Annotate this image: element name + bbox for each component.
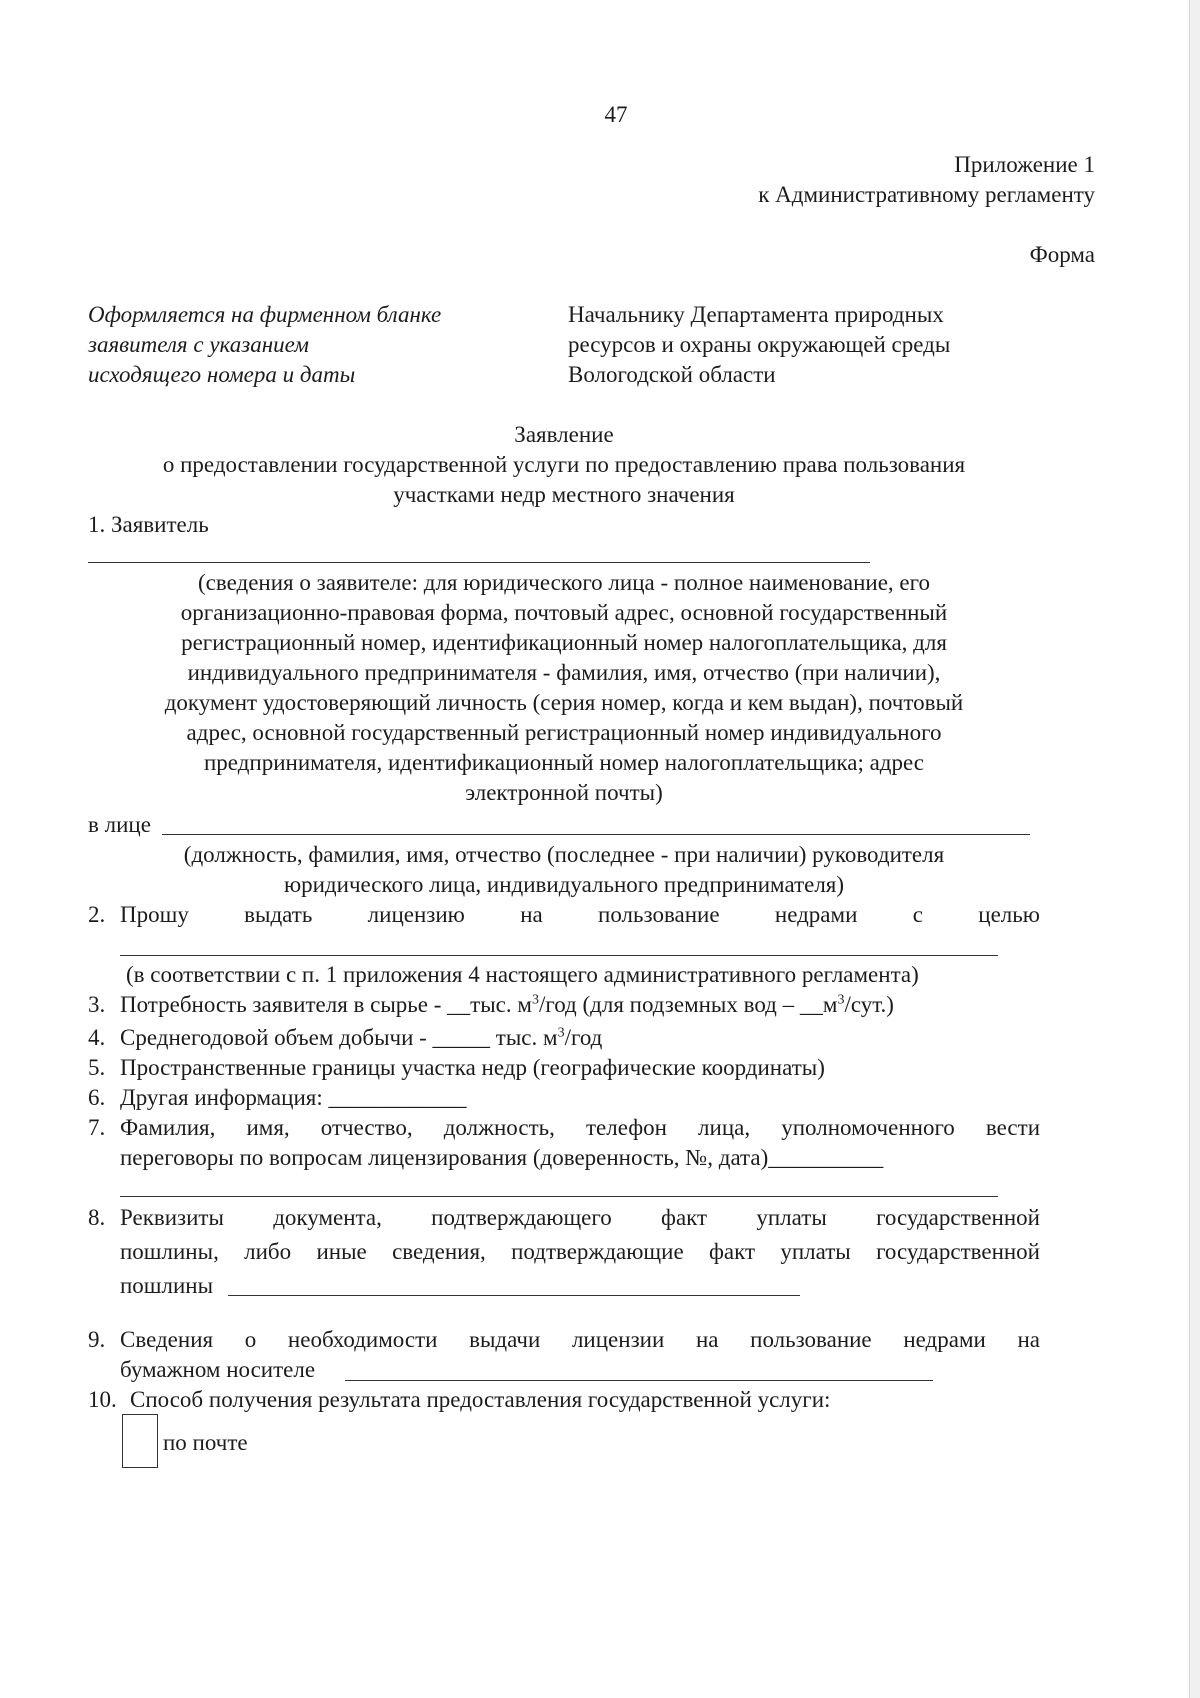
note-line1: Оформляется на фирменном бланке [88, 302, 442, 327]
purpose-field[interactable] [120, 955, 998, 956]
appendix-line1: Приложение 1 [954, 152, 1095, 177]
representative-field[interactable] [162, 834, 1030, 835]
addressee-line3: Вологодской области [568, 362, 776, 387]
item3-text: Потребность заявителя в сырье - __тыс. $м^3$/год (для подземных вод – $\_\_м^3/сут$.) [120, 992, 894, 1017]
addressee-line1: Начальнику Департамента природных [568, 302, 944, 327]
item5-number: 5. [88, 1055, 106, 1080]
item2-word: на [520, 902, 543, 927]
purpose-hint: (в соответствии с п. 1 приложения 4 настоящего административного регламента) [126, 962, 919, 987]
page-number: 47 [604, 102, 628, 127]
item8-line3: пошлины [120, 1273, 214, 1298]
item9-number: 9. [88, 1327, 106, 1352]
applicant-hint-line: документ удостоверяющий личность (серия номер, когда и кем выдан), почтовый [164, 690, 964, 715]
title-line2: о предоставлении государственной услуги по предоставлению права пользования [162, 452, 966, 477]
page-edge [1189, 0, 1200, 1698]
item4-text: Среднегодовой объем добычи - _____ тыс. $м^3$/год [120, 1025, 603, 1050]
representative-hint-line2: юридического лица, индивидуального предпринимателя) [283, 872, 845, 897]
item3-number: 3. [88, 992, 106, 1017]
note-line2: заявителя с указанием [88, 332, 309, 357]
item6-text: Другая информация: ____________ [120, 1085, 467, 1110]
item2-word: пользование [598, 902, 720, 927]
item9-line1: Сведения о необходимости выдачи лицензии на пользование недрами на [120, 1327, 1040, 1352]
item2-word: лицензию [367, 902, 465, 927]
item7-line2: переговоры по вопросам лицензирования (доверенность, №, дата)__________ [120, 1145, 884, 1170]
negotiator-field[interactable] [120, 1196, 998, 1197]
item2-number: 2. [88, 902, 106, 927]
applicant-hint-line: регистрационный номер, идентификационный номер налогоплательщика, для [181, 630, 947, 655]
applicant-hint-line: адрес, основной государственный регистрационный номер индивидуального [186, 720, 942, 745]
fee-details-field[interactable] [228, 1295, 800, 1296]
item9-line2: бумажном носителе [120, 1357, 316, 1382]
item6-number: 6. [88, 1085, 106, 1110]
appendix-line2: к Административному регламенту [758, 182, 1095, 207]
addressee-line2: ресурсов и охраны окружающей среды [568, 332, 951, 357]
applicant-field[interactable] [88, 562, 870, 563]
in-person-label: в лице [88, 812, 151, 837]
item2-word: Прошу [120, 902, 189, 927]
item7-line1: Фамилия, имя, отчество, должность, телефон лица, уполномоченного вести [120, 1115, 1040, 1140]
paper-license-field[interactable] [345, 1380, 933, 1381]
item10-text: Способ получения результата предоставления государственной услуги: [130, 1387, 831, 1412]
applicant-hint-line: индивидуального предпринимателя - фамилия, имя, отчество (при наличии), [187, 660, 941, 685]
item1-label: 1. Заявитель [88, 512, 209, 537]
item7-number: 7. [88, 1115, 106, 1140]
applicant-hint-line: (сведения о заявителе: для юридического лица - полное наименование, его [198, 570, 930, 595]
item10-number: 10. [88, 1387, 117, 1412]
item8-number: 8. [88, 1205, 106, 1230]
item2-word: с [912, 902, 923, 927]
item5-text: Пространственные границы участка недр (географические координаты) [120, 1055, 825, 1080]
title-line3: участками недр местного значения [393, 482, 735, 507]
by-post-checkbox[interactable] [122, 1414, 158, 1468]
form-label: Форма [1029, 242, 1095, 267]
representative-hint-line1: (должность, фамилия, имя, отчество (последнее - при наличии) руководителя [183, 842, 945, 867]
item2-word: целью [978, 902, 1040, 927]
applicant-hint-line: электронной почты) [465, 780, 663, 805]
title-line1: Заявление [514, 422, 614, 447]
applicant-hint-line: предпринимателя, идентификационный номер налогоплательщика; адрес [203, 750, 925, 775]
applicant-hint-line: организационно-правовая форма, почтовый адрес, основной государственный [180, 600, 948, 625]
item2-word: выдать [244, 902, 313, 927]
item8-line2: пошлины, либо иные сведения, подтверждающие факт уплаты государственной [120, 1239, 1040, 1264]
item4-number: 4. [88, 1025, 106, 1050]
note-line3: исходящего номера и даты [88, 362, 356, 387]
item2-word: недрами [774, 902, 858, 927]
item2-text [120, 900, 1040, 930]
by-post-label: по почте [163, 1430, 248, 1455]
item8-line1: Реквизиты документа, подтверждающего факт уплаты государственной [120, 1205, 1040, 1230]
